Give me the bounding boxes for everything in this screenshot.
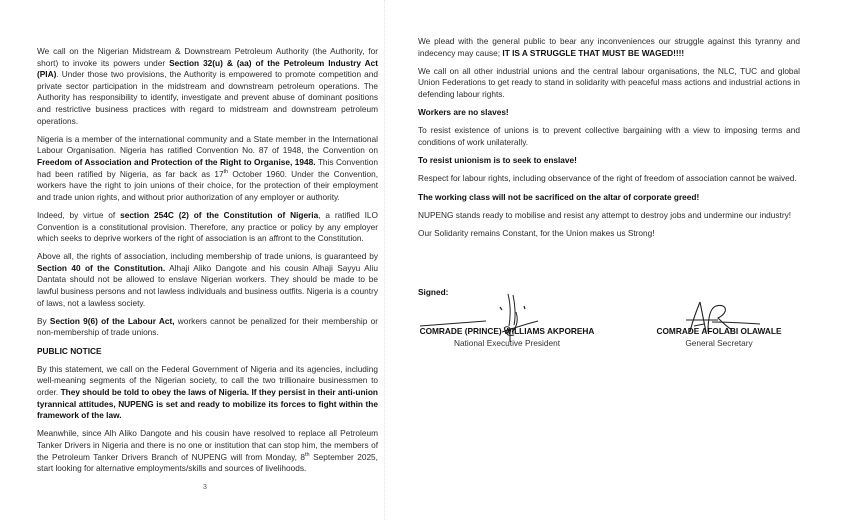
paragraph-constitution (37, 210, 378, 245)
superscript: th (305, 451, 310, 458)
bold-text: IT IS A STRUGGLE THAT MUST BE WAGED!!!! (502, 47, 685, 58)
signer-role: National Executive President (453, 338, 561, 348)
text: Nigeria is a member of the international community and a State member in the International Labour Organisation. Nigeria has ratified Convention No. 87 of 1948, the Convention on (37, 133, 378, 156)
signed-label: Signed: (418, 287, 449, 297)
paragraph-section-40 (37, 251, 378, 309)
text: By (37, 315, 50, 326)
paragraph-meanwhile (37, 428, 378, 474)
paragraph-nupeng-ready: NUPENG stands ready to mobilise and resist any attempt to destroy jobs and undermine our industry! (418, 209, 792, 220)
text: Above all, the rights of association, including membership of trade unions, is guaranteed by (37, 251, 378, 262)
signer-president (418, 326, 596, 348)
bold-text: Section 40 of the Constitution. (37, 262, 166, 273)
paragraph-solidarity-constant: Our Solidarity remains Constant, for the Union makes us Strong! (418, 227, 655, 238)
bold-text: They should be told to obey the laws of Nigeria. If they persist in their anti-union tyrannical attitudes, NUPENG is set and ready to mobilize its forces to fight within the framework of the law. (37, 387, 378, 421)
paragraph-resist-unions: To resist existence of unions is to prevent collective bargaining with a view to imposing terms and conditions of work unilaterally. (418, 125, 800, 147)
document-page-3 (0, 0, 385, 520)
bold-text: Freedom of Association and Protection of the Right to Organise, 1948. (37, 156, 316, 167)
signer-general-secretary (654, 326, 784, 348)
bold-text: section 254C (2) of the Constitution of Nigeria (120, 209, 319, 220)
text: This Convention had been ratified by Nigeria, as far back as 17 (37, 156, 378, 179)
signer-role: General Secretary (685, 338, 753, 348)
paragraph-plea (418, 36, 800, 59)
document-page-4 (386, 0, 860, 520)
paragraph-labour-rights: Respect for labour rights, including observance of the right of freedom of association cannot be waived. (418, 173, 797, 184)
text: October 1960. Under the Convention, workers have the right to join unions of their choice, for the protection of their employment and trade union rights, and without prior authorization of any employer or authority. (37, 168, 378, 202)
text: September 2025, start looking for alternative employments/skills and sources of livelihoods. (37, 451, 378, 474)
page-divider (384, 0, 385, 520)
text: We call on the Nigerian Midstream & Downstream Petroleum Authority (the Authority, for short) to invoke its powers under (37, 46, 378, 68)
superscript: th (223, 168, 229, 175)
text: Meanwhile, since Alh Aliko Dangote and his cousin have resolved to replace all Petroleum Tanker Drivers in Nigeria and there is no one or institution that can stop him, the members of the Petroleum Tanker Drivers Branch of NUPENG will from Monday, 8 (37, 428, 378, 462)
signer-name: COMRADE AFOLABI OLAWALE (656, 326, 782, 336)
text: . Under those two provisions, the Authority is empowered to promote competition and private sector participation in the midstream and downstream petroleum operations. The Authority has responsibility to identify, investigate and prevent abuse of dominant positions and restrictive business practices with regard to midstream and downstream petroleum operations. (37, 69, 378, 126)
text: We plead with the general public to bear any inconveniences our struggle against this tyranny and indecency may cause; (418, 36, 800, 58)
signer-name: COMRADE (PRINCE) WILLIAMS AKPOREHA (419, 326, 595, 336)
text: By this statement, we call on the Federal Government of Nigeria and its agencies, including well-meaning segments of the Nigerian society, to call the two trillionaire businessmen to order. (37, 363, 378, 397)
public-notice-heading: PUBLIC NOTICE (37, 345, 102, 356)
paragraph-public-notice (37, 364, 378, 422)
text: Alhaji Aliko Dangote and his cousin Alhaji Sayyu Aliu Dantata should not be allowed to enslave Nigerian workers. They should be made to be lawful business persons and not lawless individuals and business outfits. Nigeria is a country of laws, not a lawless society. (37, 262, 379, 308)
paragraph-pia (37, 46, 378, 127)
paragraph-ilo (37, 134, 378, 204)
slogan-resist-unionism: To resist unionism is to seek to enslave! (418, 155, 577, 166)
page-body (418, 36, 800, 246)
page-number: 3 (203, 484, 207, 491)
paragraph-solidarity-call: We call on all other industrial unions and the central labour organisations, the NLC, TUC and global Union Federations to get ready to stand in solidarity with peaceful mass actions and industrial actions in defending labour rights. (418, 65, 800, 99)
text: Indeed, by virtue of (37, 209, 121, 220)
slogan-workers-no-slaves: Workers are no slaves! (418, 107, 509, 118)
bold-text: Section 9(6) of the Labour Act, (49, 315, 175, 326)
text: workers cannot be penalized for their membership or non-membership of trade unions. (37, 315, 378, 338)
paragraph-labour-act (37, 316, 378, 339)
slogan-working-class: The working class will not be sacrificed on the altar of corporate greed! (418, 191, 700, 202)
text: , a ratified ILO Convention is a constitutional provision. Therefore, any practice or policy by any employer which seeks to deprive workers of the right of association is an affront to the Constitution. (37, 209, 378, 244)
bold-text: Section 32(u) & (aa) of the Petroleum Industry Act (PIA) (37, 57, 378, 80)
page-body (37, 46, 378, 481)
